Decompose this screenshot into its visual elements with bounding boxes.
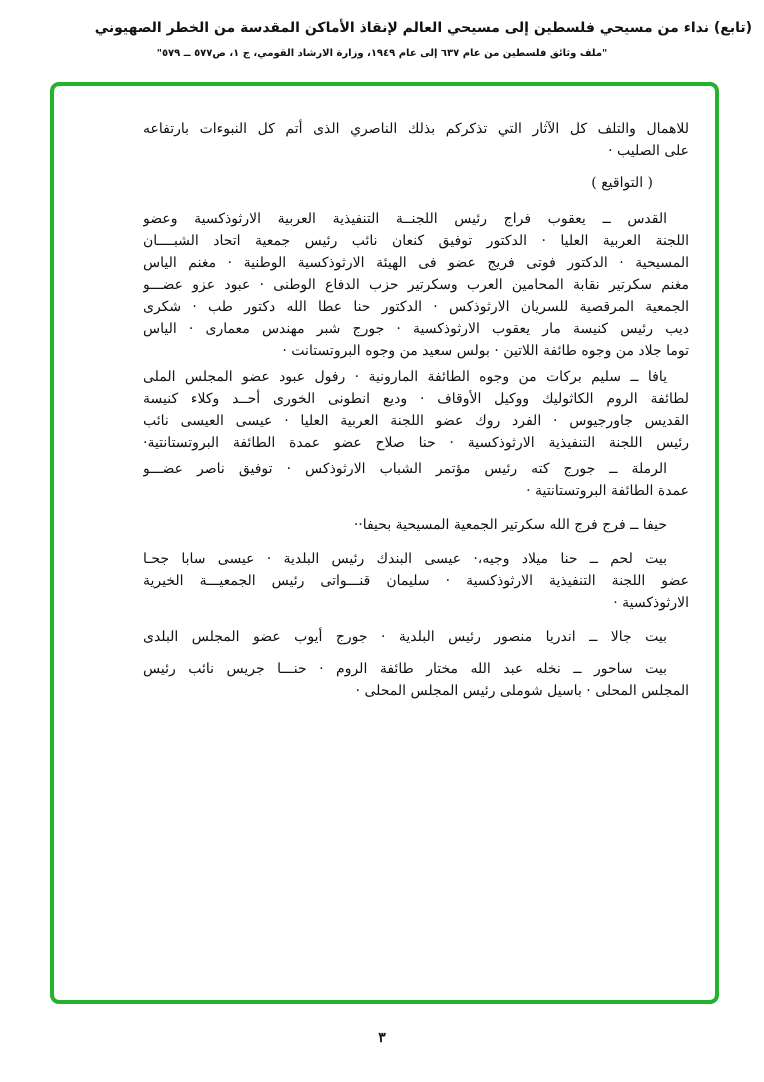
text-line: للاهمال والتلف كل الآثار التي تذكركم بذلك الناصري الذى أتم كل النبوءات بارتفاعه <box>143 121 689 137</box>
signatures-heading <box>143 172 689 194</box>
paragraph-jaffa <box>143 366 689 454</box>
document-title: (تابع) نداء من مسيحي فلسطين إلى مسيحي العالم لإنقاذ الأماكن المقدسة من الخطر الصهيوني <box>94 20 752 36</box>
text-line: الجمعية المرقصية للسريان الارثوذكس · الدكتور حنا عطا الله دكتور طب · شكرى <box>143 299 689 315</box>
text-line: بيت ساحور ــ نخله عبد الله مختار طائفة الروم · حنـــا جريس نائب رئيس <box>143 661 667 677</box>
text-line: بيت جالا ــ اندريا منصور رئيس البلدية · جورج أيوب عضو المجلس البلدى <box>143 629 667 645</box>
text-line: ( التواقيع ) <box>591 175 653 191</box>
paragraph-beit-jala <box>143 626 689 648</box>
text-line: عضو اللجنة التنفيذية الارثوذكسية · سليمان قنـــواتى رئيس الجمعيـــة الخيرية <box>143 573 689 589</box>
text-line: القدس ــ يعقوب فراج رئيس اللجنــة التنفيذية العربية الارثوذكسية وعضو <box>143 211 667 227</box>
text-line: الارثوذكسية · <box>613 595 689 611</box>
paragraph-bethlehem <box>143 548 689 614</box>
text-line: لطائفة الروم الكاثوليك ووكيل الأوقاف · وديع انطونى الخورى أحــد وكلاء كنيسة <box>143 391 689 407</box>
text-line: رئيس اللجنة التنفيذية الارثوذكسية · حنا صلاح عضو عمدة الطائفة البروتستانتية· <box>143 435 689 451</box>
text-line: المسيحية · الدكتور فوتى فريج عضو فى الهيئة الارثوذكسية الوطنية · مغنم الياس <box>143 255 689 271</box>
paragraph-jerusalem <box>143 208 689 362</box>
text-line: المجلس المحلى · باسيل شوملى رئيس المجلس المحلى · <box>355 683 689 699</box>
paragraph-ramla <box>143 458 689 502</box>
text-line: ديب رئيس كنيسة مار يعقوب الارثوذكسية · جورج شبر مهندس معمارى · الياس <box>143 321 689 337</box>
paragraph-intro <box>143 118 689 162</box>
text-line: بيت لحم ــ حنا ميلاد وجيه،· عيسى البندك رئيس البلدية · عيسى سابا جحـا <box>143 551 667 567</box>
paragraph-haifa <box>143 514 689 536</box>
source-citation: "ملف وثائق فلسطين من عام ٦٣٧ إلى عام ١٩٤٩، وزارة الارشاد القومي، ج ١، ص٥٧٧ ــ ٥٧٩" <box>156 48 608 59</box>
text-line: مغنم سكرتير نقابة المحامين العرب وسكرتير حزب الدفاع الوطنى · عبود عزو عضـــو <box>143 277 689 293</box>
text-line: حيفا ــ فرج فرج الله سكرتير الجمعية المسيحية بحيفا·· <box>353 517 667 533</box>
text-line: اللجنة العربية العليا · الدكتور توفيق كنعان نائب رئيس جمعية اتحاد الشبــــان <box>143 233 689 249</box>
page-number: ٣ <box>378 1030 386 1046</box>
paragraph-beit-sahour <box>143 658 689 702</box>
text-line: الرملة ــ جورج كته رئيس مؤتمر الشباب الارثوذكس · توفيق ناصر عضـــو <box>143 461 667 477</box>
text-line: توما جلاد من وجوه طائفة اللاتين · بولس سعيد من وجوه البروتستانت · <box>282 343 689 359</box>
text-line: يافا ــ سليم بركات من وجوه الطائفة المارونية · رفول عبود عضو المجلس الملى <box>143 369 667 385</box>
text-line: على الصليب · <box>608 143 689 159</box>
text-line: عمدة الطائفة البروتستانتية · <box>526 483 689 499</box>
text-line: القديس جاورجيوس · الفرد روك عضو اللجنة العربية العليا · عيسى العيسى نائب <box>143 413 689 429</box>
